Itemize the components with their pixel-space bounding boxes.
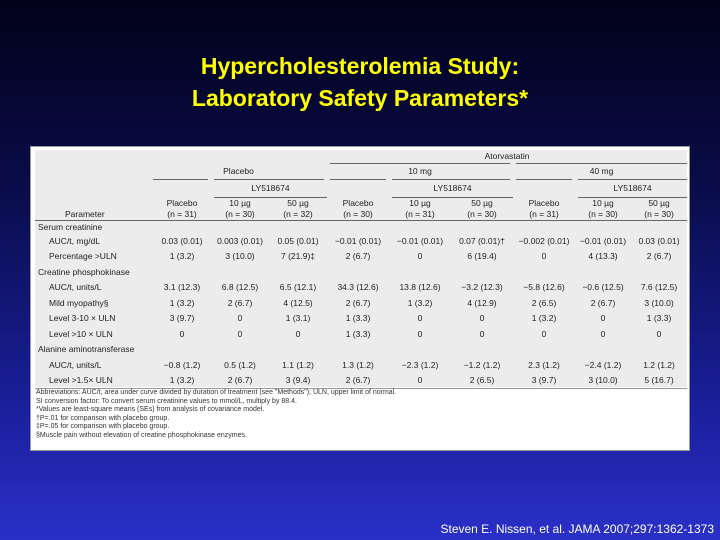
table-cell bbox=[269, 264, 327, 280]
table-cell: 0 bbox=[541, 251, 547, 262]
table-cell bbox=[327, 342, 389, 358]
table-cell bbox=[327, 220, 389, 233]
table-cell: 13.8 (12.6) bbox=[399, 282, 441, 293]
table-cell bbox=[513, 264, 575, 280]
table-area bbox=[35, 150, 687, 387]
table-cell: 1 (3.1) bbox=[285, 313, 311, 324]
table-cell bbox=[631, 220, 687, 233]
table-cell bbox=[327, 264, 389, 280]
table-cell: 1.2 (1.2) bbox=[643, 359, 675, 370]
footnote: *Values are least-square means (SEs) from analysis of covariance model. bbox=[36, 406, 265, 413]
table-cell: 0 bbox=[417, 328, 423, 339]
table-row bbox=[35, 249, 687, 265]
n-count: (n = 31) bbox=[153, 208, 211, 220]
table-cell: 2.3 (1.2) bbox=[528, 359, 560, 370]
table-cell: 0.07 (0.01)† bbox=[459, 235, 505, 246]
footnote: SI conversion factor: To convert serum creatinine values to mmol/L, multiply by 88.4. bbox=[36, 397, 297, 405]
col-placebo: Placebo bbox=[528, 197, 560, 208]
table-cell: 7.6 (12.5) bbox=[640, 282, 678, 293]
table-cell: 1 (3.2) bbox=[169, 251, 195, 262]
table-row bbox=[35, 373, 687, 389]
table-body bbox=[35, 220, 687, 388]
n-count: (n = 30) bbox=[575, 208, 631, 220]
col-10ug: 10 µg bbox=[409, 197, 431, 208]
table-cell bbox=[513, 342, 575, 358]
n-count: (n = 30) bbox=[211, 208, 269, 220]
section-label: Creatine phosphokinase bbox=[38, 266, 130, 277]
table-cell bbox=[451, 342, 513, 358]
table-cell bbox=[153, 220, 211, 233]
n-count: (n = 31) bbox=[513, 208, 575, 220]
table-cell bbox=[513, 220, 575, 233]
table-cell: 4 (13.3) bbox=[588, 251, 618, 262]
footnote: ‡P=.05 for comparison with placebo group. bbox=[36, 423, 170, 430]
table-cell: 1 (3.2) bbox=[153, 373, 211, 389]
table-cell bbox=[269, 220, 327, 233]
table-cell: 0.03 (0.01) bbox=[161, 235, 203, 246]
table-cell bbox=[575, 264, 631, 280]
10mg-header: 10 mg bbox=[327, 163, 513, 179]
table-cell bbox=[451, 264, 513, 280]
table-cell: 4 (12.5) bbox=[283, 297, 313, 308]
footnote: §Muscle pain without elevation of creatine phosphokinase enzymes. bbox=[36, 431, 247, 439]
table-row bbox=[35, 233, 687, 249]
section-row bbox=[35, 342, 687, 358]
table-row bbox=[35, 326, 687, 342]
table-cell bbox=[575, 342, 631, 358]
table-cell: 0.003 (0.01) bbox=[217, 235, 263, 246]
table-cell: 3.1 (12.3) bbox=[163, 282, 201, 293]
table-cell bbox=[389, 342, 451, 358]
table-cell: 6 (19.4) bbox=[467, 251, 497, 262]
table-cell: 3 (9.7) bbox=[169, 313, 195, 324]
section-row bbox=[35, 264, 687, 280]
table-cell: 2 (6.7) bbox=[590, 297, 616, 308]
col-placebo: Placebo bbox=[342, 197, 374, 208]
section-label: Serum creatinine bbox=[38, 221, 103, 232]
table-cell: 2 (6.7) bbox=[345, 297, 371, 308]
table-cell: 0.5 (1.2) bbox=[224, 359, 256, 370]
table-cell: 1 (3.2) bbox=[407, 297, 433, 308]
row-label: Level >10 × ULN bbox=[49, 328, 113, 339]
header-row-1 bbox=[35, 150, 687, 163]
table-cell: 7 (21.9)‡ bbox=[280, 251, 316, 262]
row-label: Mild myopathy§ bbox=[49, 297, 109, 308]
row-label: Level 3-10 × ULN bbox=[49, 313, 116, 324]
table-cell: 2 (6.7) bbox=[327, 373, 389, 389]
table-row bbox=[35, 311, 687, 327]
col-50ug: 50 µg bbox=[287, 197, 309, 208]
table-cell bbox=[211, 264, 269, 280]
n-count: (n = 30) bbox=[327, 208, 389, 220]
table-cell: −2.3 (1.2) bbox=[401, 359, 439, 370]
footnotes bbox=[36, 389, 684, 440]
table-cell bbox=[451, 220, 513, 233]
table-cell: −2.4 (1.2) bbox=[584, 359, 622, 370]
section-label: Alanine aminotransferase bbox=[38, 344, 135, 355]
table-cell: 0 bbox=[417, 313, 423, 324]
table-cell: 2 (6.7) bbox=[211, 373, 269, 389]
table-cell bbox=[389, 220, 451, 233]
table-cell: 1 (3.2) bbox=[169, 297, 195, 308]
table-cell: −0.8 (1.2) bbox=[163, 359, 201, 370]
table-cell: 2 (6.7) bbox=[227, 297, 253, 308]
table-cell: 0 bbox=[541, 328, 547, 339]
table-cell: 0 bbox=[417, 251, 423, 262]
table-cell: −0.01 (0.01) bbox=[579, 235, 627, 246]
title-line-2: Laboratory Safety Parameters* bbox=[191, 85, 529, 111]
ly-header-40mg: LY518674 bbox=[575, 179, 687, 197]
table-cell: 4 (12.9) bbox=[467, 297, 497, 308]
table-row bbox=[35, 295, 687, 311]
table-cell: 1 (3.3) bbox=[345, 313, 371, 324]
parameter-header: Parameter bbox=[35, 208, 153, 220]
row-label: Level >1.5× ULN bbox=[35, 373, 153, 389]
table-cell: 0.03 (0.01) bbox=[638, 235, 680, 246]
table-cell: 1 (3.3) bbox=[646, 313, 672, 324]
table-cell: 0 bbox=[600, 313, 606, 324]
table-cell: 3 (9.7) bbox=[513, 373, 575, 389]
table-cell bbox=[389, 264, 451, 280]
table-cell: 0 bbox=[656, 328, 662, 339]
n-count: (n = 32) bbox=[269, 208, 327, 220]
table-cell: 34.3 (12.6) bbox=[337, 282, 379, 293]
table-cell: 3 (9.4) bbox=[269, 373, 327, 389]
footnote: Abbreviations: AUC/t, area under curve divided by duration of treatment (see "Methods"); ULN, upper limit of normal. bbox=[36, 389, 397, 396]
table-cell: −1.2 (1.2) bbox=[463, 359, 501, 370]
table-cell: 2 (6.7) bbox=[646, 251, 672, 262]
table-cell bbox=[269, 342, 327, 358]
ly-header-10mg: LY518674 bbox=[389, 179, 513, 197]
table-cell: −0.01 (0.01) bbox=[334, 235, 382, 246]
citation: Steven E. Nissen, et al. JAMA 2007;297:1362-1373 bbox=[440, 522, 714, 536]
table-cell: −0.01 (0.01) bbox=[396, 235, 444, 246]
table-cell: 2 (6.7) bbox=[345, 251, 371, 262]
table-cell: 0 bbox=[479, 313, 485, 324]
table-cell: 0 bbox=[295, 328, 301, 339]
table-cell bbox=[153, 264, 211, 280]
table-cell: 1 (3.3) bbox=[345, 328, 371, 339]
table-cell bbox=[211, 342, 269, 358]
ly-header-placebo: LY518674 bbox=[211, 179, 327, 197]
table-row bbox=[35, 280, 687, 296]
table-row bbox=[35, 357, 687, 373]
table-cell: 0.05 (0.01) bbox=[277, 235, 319, 246]
table-cell bbox=[575, 220, 631, 233]
table-cell: 3 (10.0) bbox=[225, 251, 255, 262]
row-label: AUC/t, mg/dL bbox=[49, 235, 101, 246]
slide-title bbox=[0, 50, 720, 114]
col-placebo: Placebo bbox=[166, 197, 198, 208]
table-cell: 0 bbox=[600, 328, 606, 339]
table-cell: 3 (10.0) bbox=[644, 297, 674, 308]
table-cell bbox=[211, 220, 269, 233]
table-cell: 0 bbox=[479, 328, 485, 339]
header-row-4 bbox=[35, 197, 687, 208]
table-cell bbox=[153, 342, 211, 358]
section-row bbox=[35, 220, 687, 233]
table-cell: 0 bbox=[389, 373, 451, 389]
table-cell bbox=[631, 264, 687, 280]
atorvastatin-header: Atorvastatin bbox=[327, 150, 687, 163]
table-cell: 2 (6.5) bbox=[531, 297, 557, 308]
n-count: (n = 30) bbox=[631, 208, 687, 220]
placebo-group-header: Placebo bbox=[153, 163, 327, 179]
table-cell bbox=[631, 342, 687, 358]
table-cell: 6.5 (12.1) bbox=[279, 282, 317, 293]
40mg-header: 40 mg bbox=[513, 163, 687, 179]
table-cell: −0.6 (12.5) bbox=[582, 282, 624, 293]
header-row-3 bbox=[35, 179, 687, 197]
title-line-1: Hypercholesterolemia Study: bbox=[200, 53, 520, 79]
n-count: (n = 30) bbox=[451, 208, 513, 220]
table-card bbox=[30, 146, 690, 451]
col-10ug: 10 µg bbox=[229, 197, 251, 208]
header-row-2 bbox=[35, 163, 687, 179]
col-10ug: 10 µg bbox=[592, 197, 614, 208]
table-cell: 5 (16.7) bbox=[631, 373, 687, 389]
table-cell: 2 (6.5) bbox=[451, 373, 513, 389]
table-cell: −3.2 (12.3) bbox=[461, 282, 503, 293]
row-label: Percentage >ULN bbox=[49, 251, 117, 262]
row-label: AUC/t, units/L bbox=[49, 359, 102, 370]
table-cell: −5.8 (12.6) bbox=[523, 282, 565, 293]
footnote: †P=.01 for comparison with placebo group. bbox=[36, 414, 170, 422]
table-cell: 1 (3.2) bbox=[531, 313, 557, 324]
table-cell: 6.8 (12.5) bbox=[221, 282, 259, 293]
table-cell: 0 bbox=[237, 328, 243, 339]
row-label: AUC/t, units/L bbox=[49, 282, 102, 293]
table-cell: 3 (10.0) bbox=[575, 373, 631, 389]
n-count: (n = 31) bbox=[389, 208, 451, 220]
table-cell: −0.002 (0.01) bbox=[518, 235, 570, 246]
table-cell: 0 bbox=[179, 328, 185, 339]
table-cell: 0 bbox=[237, 313, 243, 324]
table-cell: 1.1 (1.2) bbox=[282, 359, 314, 370]
header-row-5 bbox=[35, 208, 687, 220]
table-cell: 1.3 (1.2) bbox=[342, 359, 374, 370]
col-50ug: 50 µg bbox=[471, 197, 493, 208]
safety-table bbox=[35, 150, 687, 389]
col-50ug: 50 µg bbox=[648, 197, 670, 208]
